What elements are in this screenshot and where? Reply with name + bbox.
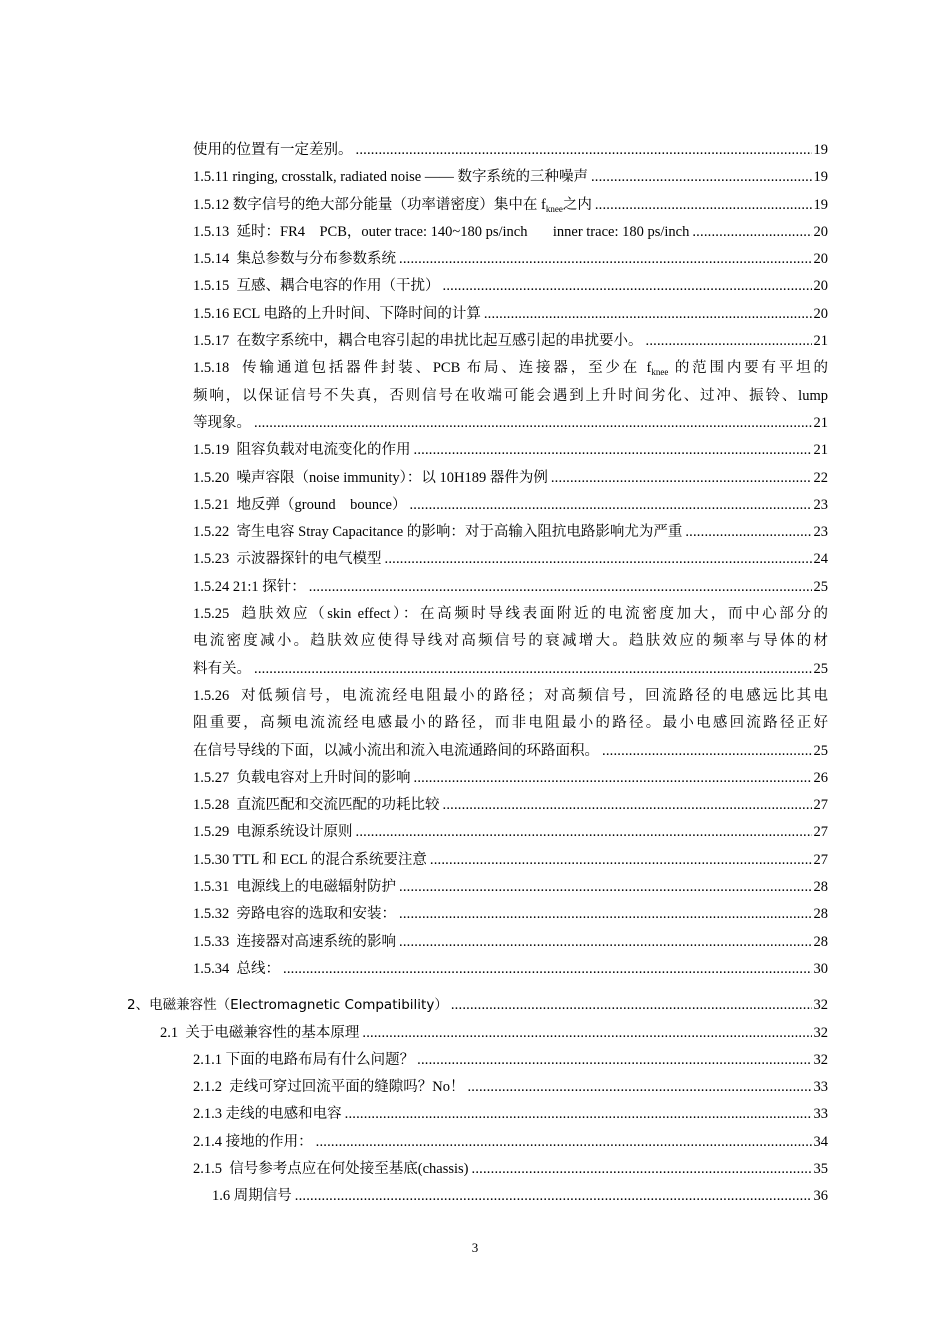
toc-entry-title: 1.5.33 连接器对高速系统的影响 — [193, 933, 396, 950]
toc-entry-page: 36 — [813, 1188, 828, 1205]
toc-chapter[interactable] — [127, 992, 828, 1019]
toc-entry-page: 32 — [813, 1024, 828, 1041]
toc-entry-page: 32 — [813, 997, 828, 1014]
toc-entry-page: 20 — [813, 305, 828, 322]
toc-entry-page: 25 — [813, 742, 828, 759]
toc-entry-title-line1: 1.5.18 传输通道包括器件封装、PCB 布局、连接器，至少在 $f_{knee}$ 的范围内要有平坦的 — [193, 360, 828, 378]
toc-entry-title-line1: 1.5.26 对低频信号，电流流经电阻最小的路径；对高频信号，回流路径的电感远比其电 — [193, 687, 828, 704]
dot-leader — [467, 1074, 811, 1101]
toc-entry-title-line3: 等现象。 — [193, 414, 251, 431]
toc-entry-title: 1.5.13 延时：FR4 PCB，outer trace: 140~180 ps/inch inner trace: 180 ps/inch — [193, 223, 690, 240]
toc-entry-title-line3: 料有关。 — [193, 660, 251, 677]
toc-entry-title: 1.5.17 在数字系统中，耦合电容引起的串扰比起互感引起的串扰要小。 — [193, 333, 643, 350]
toc-entry[interactable] — [193, 301, 828, 328]
toc-entry-multiline[interactable] — [193, 601, 828, 683]
toc-entry[interactable] — [212, 1183, 828, 1210]
dot-leader — [443, 792, 812, 819]
toc-entry-title: 使用的位置有一定差别。 — [193, 142, 353, 158]
toc-entry[interactable] — [193, 1101, 828, 1128]
toc-entry-title-line1: 1.5.25 趋肤效应（skin effect）：在高频时导线表面附近的电流密度加大，而中心部分的 — [193, 606, 828, 623]
toc-entry-title: 2.1.4 接地的作用： — [193, 1133, 313, 1150]
toc-entry[interactable] — [193, 792, 828, 819]
toc-entry-page: 26 — [813, 769, 828, 786]
dot-leader — [484, 301, 812, 328]
toc-entry-page: 34 — [813, 1133, 828, 1150]
toc-entry-title-line3: 在信号导线的下面，以减小流出和流入电流通路间的环路面积。 — [193, 742, 599, 759]
toc-entry-page: 19 — [813, 142, 828, 158]
toc-entry-page: 33 — [813, 1079, 828, 1096]
dot-leader — [692, 219, 811, 246]
toc-entry-title: 1.5.15 互感、耦合电容的作用（干扰） — [193, 278, 440, 295]
toc-entry-title: 1.5.11 ringing, crosstalk, radiated noise —— 数字系统的三种噪声 — [193, 169, 588, 186]
toc-entry-title: 2.1.1 下面的电路布局有什么问题？ — [193, 1051, 415, 1068]
toc-entry-title: 1.5.14 集总参数与分布参数系统 — [193, 251, 396, 268]
toc-entry-page: 24 — [813, 551, 828, 568]
toc-entry-page: 27 — [813, 824, 828, 841]
dot-leader — [316, 1129, 812, 1156]
toc-entry-page: 25 — [813, 578, 828, 595]
toc-entry[interactable] — [193, 219, 828, 246]
toc-entry-title: 1.5.23 示波器探针的电气模型 — [193, 551, 382, 568]
dot-leader — [399, 901, 812, 928]
toc-entry-title: 1.5.29 电源系统设计原则 — [193, 824, 353, 841]
toc-entry-page: 32 — [813, 1051, 828, 1068]
section-gap — [0, 983, 950, 992]
toc-entry-page: 23 — [813, 524, 828, 541]
toc-entry-title: 2.1.3 走线的电感和电容 — [193, 1106, 342, 1123]
dot-leader — [356, 819, 812, 846]
toc-entry[interactable] — [193, 1156, 828, 1183]
dot-leader — [295, 1183, 812, 1210]
page-number: 3 — [471, 1240, 479, 1255]
toc-entry-page: 27 — [813, 851, 828, 868]
toc-entry-page: 21 — [813, 442, 828, 459]
dot-leader — [356, 137, 812, 164]
toc-entry-title: 1.5.24 21:1 探针： — [193, 578, 306, 595]
dot-leader — [591, 164, 812, 191]
toc-entry[interactable] — [193, 273, 828, 300]
toc-entry[interactable] — [193, 901, 828, 928]
toc-entry-page: 21 — [813, 414, 828, 431]
toc-entry-page: 25 — [813, 660, 828, 677]
toc-entry[interactable] — [193, 246, 828, 273]
toc-entry-page: 21 — [813, 333, 828, 350]
toc-entry-page: 28 — [813, 906, 828, 923]
toc-entry-page: 28 — [813, 879, 828, 896]
dot-leader — [414, 437, 812, 464]
toc-entry[interactable] — [193, 492, 828, 519]
toc-entry[interactable] — [193, 847, 828, 874]
toc-entry[interactable] — [193, 546, 828, 573]
toc-entry[interactable] — [193, 1047, 828, 1074]
toc-entry-title: 1.5.19 阻容负载对电流变化的作用 — [193, 442, 411, 459]
toc-entry-title-line2: 阻重要，高频电流流经电感最小的路径，而非电阻最小的路径。最小电感回流路径正好 — [193, 715, 828, 732]
dot-leader — [409, 492, 811, 519]
toc-entry[interactable] — [193, 765, 828, 792]
toc-entry-title: 1.5.30 TTL 和 ECL 的混合系统要注意 — [193, 851, 427, 868]
toc-chapter-title: 2、电磁兼容性（Electromagnetic Compatibility） — [127, 997, 448, 1014]
toc-entry-page: 28 — [813, 933, 828, 950]
toc-entry-title-line2: 电流密度减小。趋肤效应使得导线对高频信号的衰减增大。趋肤效应的频率与导体的材 — [193, 633, 828, 650]
toc-entry-title: 1.5.28 直流匹配和交流匹配的功耗比较 — [193, 797, 440, 814]
toc-entry-title: 1.5.12 数字信号的绝大部分能量（功率谱密度）集中在 $f_{knee}$之内 — [193, 196, 592, 214]
toc-entry-title: 1.5.27 负载电容对上升时间的影响 — [193, 769, 411, 786]
toc-entry-title: 1.5.20 噪声容限（noise immunity）：以 10H189 器件为例 — [193, 469, 548, 486]
toc-entry-title: 2.1.2 走线可穿过回流平面的缝隙吗？No！ — [193, 1079, 465, 1096]
toc-entry-title: 1.6 周期信号 — [212, 1188, 292, 1205]
dot-leader — [451, 992, 812, 1019]
toc-entry[interactable] — [193, 1129, 828, 1156]
toc-entry-title: 1.5.22 寄生电容 Stray Capacitance 的影响：对于高输入阻抗电路影响尤为严重 — [193, 524, 683, 541]
dot-leader — [551, 465, 812, 492]
toc-entry-page: 20 — [813, 278, 828, 295]
toc-entry[interactable] — [193, 328, 828, 355]
dot-leader — [414, 765, 812, 792]
toc-entry[interactable] — [193, 874, 828, 901]
toc-entry-page: 19 — [813, 196, 828, 213]
toc-entry-title: 1.5.32 旁路电容的选取和安装： — [193, 906, 396, 923]
toc-entry-title-line2: 频响，以保证信号不失真，否则信号在收端可能会遇到上升时间劣化、过冲、振铃、lump — [193, 387, 828, 404]
toc-entry-page: 33 — [813, 1106, 828, 1123]
toc-entry-title: 2.1.5 信号参考点应在何处接至基底(chassis) — [193, 1160, 469, 1177]
toc-entry-page: 23 — [813, 496, 828, 513]
dot-leader — [345, 1101, 812, 1128]
dot-leader — [595, 192, 812, 219]
toc-entry[interactable] — [193, 192, 828, 219]
toc-entry[interactable] — [193, 465, 828, 492]
toc-entry-title: 1.5.31 电源线上的电磁辐射防护 — [193, 879, 396, 896]
dot-leader — [417, 1047, 811, 1074]
table-of-contents — [0, 137, 950, 1211]
toc-entry[interactable] — [193, 1074, 828, 1101]
toc-entry[interactable] — [193, 137, 828, 164]
dot-leader — [685, 519, 811, 546]
toc-entry-multiline[interactable] — [193, 355, 828, 437]
toc-entry[interactable] — [193, 819, 828, 846]
dot-leader — [399, 246, 812, 273]
toc-entry-title: 1.5.16 ECL 电路的上升时间、下降时间的计算 — [193, 305, 481, 322]
dot-leader — [399, 874, 812, 901]
toc-entry-page: 20 — [813, 223, 828, 240]
toc-entry-page: 30 — [813, 960, 828, 977]
dot-leader — [283, 956, 812, 983]
dot-leader — [646, 328, 812, 355]
toc-section-title: 2.1 关于电磁兼容性的基本原理 — [160, 1024, 360, 1041]
dot-leader — [362, 1020, 811, 1047]
dot-leader — [443, 273, 812, 300]
toc-entry[interactable] — [193, 519, 828, 546]
dot-leader — [399, 929, 812, 956]
toc-entry-title: 1.5.34 总线： — [193, 960, 280, 977]
toc-entry-page: 19 — [813, 169, 828, 186]
dot-leader — [472, 1156, 812, 1183]
toc-entry[interactable] — [193, 437, 828, 464]
toc-entry-page: 22 — [813, 469, 828, 486]
toc-section[interactable] — [160, 1020, 828, 1047]
dot-leader — [430, 847, 812, 874]
dot-leader — [309, 574, 812, 601]
toc-entry-page: 20 — [813, 251, 828, 268]
dot-leader — [254, 656, 812, 683]
toc-entry[interactable] — [193, 929, 828, 956]
toc-entry-title: 1.5.21 地反弹（ground bounce） — [193, 496, 407, 513]
toc-entry-multiline[interactable] — [193, 683, 828, 765]
toc-entry[interactable] — [193, 574, 828, 601]
dot-leader — [385, 546, 812, 573]
dot-leader — [254, 410, 812, 437]
toc-entry-page: 35 — [813, 1160, 828, 1177]
toc-entry-page: 27 — [813, 797, 828, 814]
toc-entry[interactable] — [193, 164, 828, 191]
dot-leader — [602, 738, 812, 765]
toc-entry[interactable] — [193, 956, 828, 983]
